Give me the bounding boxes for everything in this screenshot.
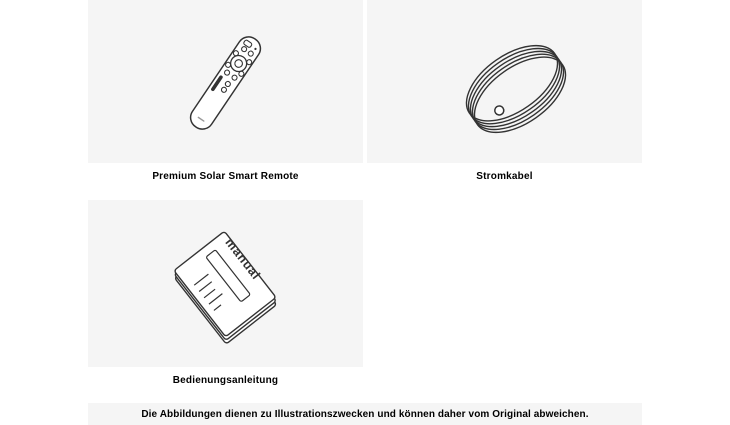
accessory-label-manual: Bedienungsanleitung [172,375,279,386]
cable-coil-group [453,31,578,148]
accessory-card-remote [88,0,363,163]
accessory-label-power-cable: Stromkabel [476,171,533,182]
accessories-row-1 [88,0,642,183]
manual-book-group [171,228,284,344]
manual-cover-text: manual [222,235,264,283]
accessory-label-remote: Premium Solar Smart Remote [152,171,299,182]
disclaimer-bar [88,403,642,425]
accessory-card-manual [88,200,363,367]
manual-illustration [88,200,363,367]
cable-coil-illustration [367,0,642,163]
cable-connector [493,104,506,117]
cable-loop [457,36,574,142]
cable-loop [453,31,570,137]
remote-illustration [88,0,363,163]
accessories-row-2 [88,200,642,387]
accessory-cell-manual [88,200,363,387]
cable-loop [455,33,572,139]
disclaimer-text: Die Abbildungen dienen zu Illustrationszwecken und können daher vom Original abweichen. [141,408,589,420]
cable-loop [459,39,576,145]
accessory-cell-remote [88,0,363,183]
accessory-card-power-cable [367,0,642,163]
cable-loop [461,42,578,148]
in-the-box-section [88,0,642,425]
remote-body-group [186,33,264,134]
accessory-cell-power-cable [367,0,642,183]
